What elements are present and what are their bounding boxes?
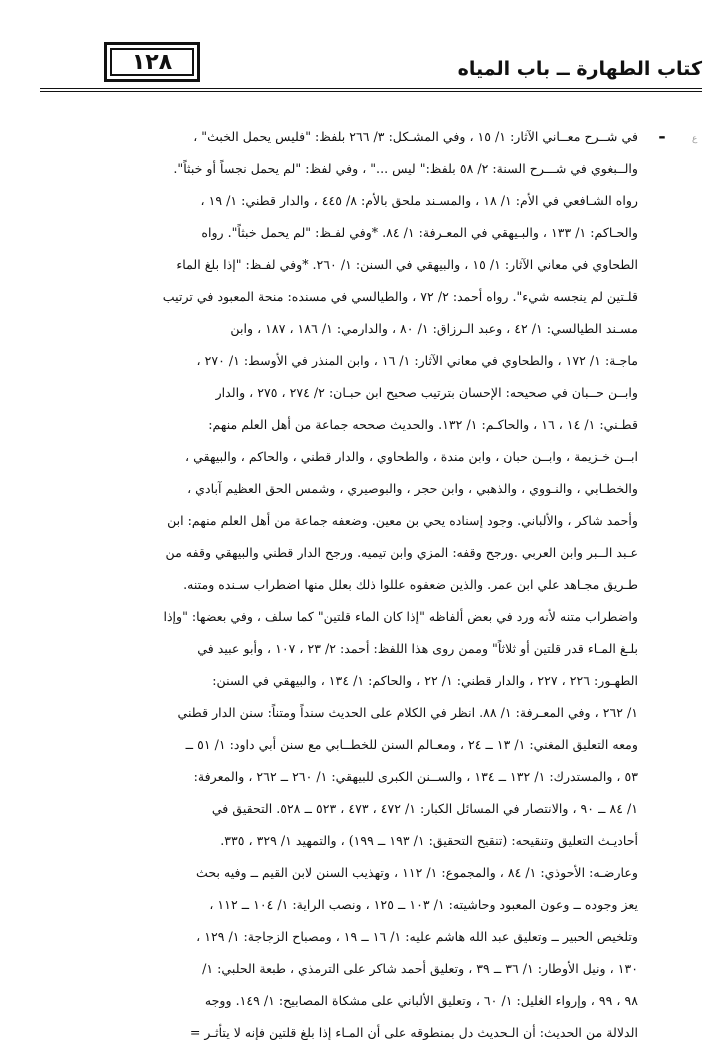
text-line: رواه الشـافعي في الأم: ١/ ١٨ ، والمسـند ملحق بالأم: ٨/ ٤٤٥ ، والدار قطني: ١/ ١٩ ، <box>200 193 638 208</box>
text-line: ومعه التعليق المغني: ١/ ١٣ ــ ٢٤ ، ومعـالم السنن للخطــابي مع سنن أبي داود: ١/ ٥١ ــ <box>185 737 638 752</box>
text-line: أحاديـث التعليق وتنقيحه: (تنقيح التحقيق: ١/ ١٩٣ ــ ١٩٩) ، والتمهيد ١/ ٣٢٩ ، ٣٣٥. <box>220 833 638 848</box>
text-line: قطـني: ١/ ١٤ ، ١٦ ، والحاكـم: ١/ ١٣٢. والحديث صححه جماعة من أهل العلم منهم: <box>208 417 638 432</box>
page-number-box <box>104 42 200 82</box>
text-line: الطحاوي في معاني الآثار: ١/ ١٥ ، والبيهقي في السنن: ١/ ٢٦٠. *وفي لفـظ: "إذا بلغ الماء <box>176 257 638 272</box>
text-line: والحـاكم: ١/ ١٣٣ ، والبـيهقي في المعـرفة: ١/ ٨٤. *وفي لفـظ: "لم يحمل خبثاً". رواه <box>201 225 638 240</box>
text-line: وتلخيص الحبير ــ وتعليق عبد الله هاشم عليه: ١/ ١٦ ــ ١٩ ، ومصباح الزجاجة: ١/ ١٢٩ ، <box>196 929 638 944</box>
footnote-body <box>40 121 638 1049</box>
header-rule <box>40 88 702 92</box>
footnote-dash: - <box>658 126 666 147</box>
text-line: ٩٨ ، ٩٩ ، وإرواء الغليل: ١/ ٦٠ ، وتعليق الألباني على مشكاة المصابيح: ١/ ١٤٩. ووجه <box>204 993 638 1008</box>
text-line: والخطـابي ، والنـووي ، والذهبي ، وابن حجر ، والبوصيري ، وشمس الحق العظيم آبادي ، <box>187 481 638 496</box>
page-header <box>40 42 702 94</box>
text-line: طـريق مجـاهد علي ابن عمر. والذين ضعفوه عللوا ذلك بعلل منها اضطراب سـنده ومتنه. <box>183 577 638 592</box>
text-line: ١٣٠ ، ونيل الأوطار: ١/ ٣٦ ــ ٣٩ ، وتعليق أحمد شاكر على الترمذي ، طبعة الحلبي: ١/ <box>202 961 638 976</box>
margin-annotation: ع <box>692 134 698 144</box>
text-line: في شــرح معــاني الآثار: ١/ ١٥ ، وفي المشـكل: ٣/ ٢٦٦ بلفظ: "فليس يحمل الخبث" ، <box>193 129 638 144</box>
page-number: ١٢٨ <box>131 49 173 75</box>
text-line: وعارضـه: الأحوذي: ١/ ٨٤ ، والمجموع: ١/ ١١٢ ، وتهذيب السنن لابن القيم ــ وفيه بحث <box>195 865 638 880</box>
text-line: عـبد الــبر وابن العربي .ورجح وقفه: المزي وابن تيميه. ورجح الدار قطني والبيهقي وقفه من <box>165 545 638 560</box>
text-line: ابــن خـزيمة ، وابــن حبان ، وابن مندة ، والطحاوي ، والدار قطني ، والحاكم ، والبيهقي ، <box>185 449 638 464</box>
text-line: ١/ ٨٤ ــ ٩٠ ، والانتصار في المسائل الكبار: ١/ ٤٧٢ ، ٤٧٣ ، ٥٢٣ ــ ٥٢٨. التحقيق في <box>211 801 638 816</box>
text-line: ٥٣ ، والمستدرك: ١/ ١٣٢ ــ ١٣٤ ، والســنن الكبرى للبيهقي: ١/ ٢٦٠ ــ ٢٦٢ ، والمعرفة: <box>193 769 638 784</box>
text-line: واضطراب متنه لأنه ورد في بعض ألفاظه "إذا كان الماء قلتين" كما سلف ، وفي بعضها: "وإذا <box>163 609 638 624</box>
running-title: كتاب الطهارة ــ باب المياه <box>457 58 702 80</box>
text-line: يعز وجوده ــ وعون المعبود وحاشيته: ١/ ١٠٣ ــ ١٢٥ ، ونصب الراية: ١/ ١٠٤ ــ ١١٢ ، <box>209 897 638 912</box>
text-line: قلـتين لم ينجسه شيء". رواه أحمد: ٢/ ٧٢ ، والطيالسي في مسنده: منحة المعبود في ترتيب <box>162 289 638 304</box>
text-line: وأحمد شاكر ، والألباني. وجود إسناده يحي بن معين. وضعفه جماعة من أهل العلم منهم: ابن <box>167 513 638 528</box>
text-line: الطهـور: ٢٢٦ ، ٢٢٧ ، والدار قطني: ١/ ٢٢ ، والحاكم: ١/ ١٣٤ ، والبيهقي في السنن: <box>212 673 638 688</box>
text-line: وابــن حــبان في صحيحه: الإحسان بترتيب صحيح ابن حبـان: ٢/ ٢٧٤ ، ٢٧٥ ، والدار <box>215 385 638 400</box>
text-line: بلـغ المـاء قدر قلتين أو ثلاثاً" وممن روى هذا اللفظ: أحمد: ٢/ ٢٣ ، ١٠٧ ، وأبو عبيد في <box>197 641 638 656</box>
text-line: ماجـة: ١/ ١٧٢ ، والطحاوي في معاني الآثار: ١/ ١٦ ، وابن المنذر في الأوسط: ١/ ٢٧٠ ، <box>196 353 638 368</box>
text-line: مسـند الطيالسي: ١/ ٤٢ ، وعبد الـرزاق: ١/ ٨٠ ، والدارمي: ١/ ١٨٦ ، ١٨٧ ، وابن <box>230 321 638 336</box>
text-line: والــبغوي في شـــرح السنة: ٢/ ٥٨ بلفظ:" ليس ..." ، وفي لفظ: "لم يحمل نجساً أو خبثاً". <box>173 161 638 176</box>
text-line: الدلالة من الحديث: أن الـحديث دل بمنطوقه على أن المـاء إذا بلغ قلتين فإنه لا يتأثـر = <box>189 1025 638 1040</box>
text-line: ١/ ٢٦٢ ، وفي المعـرفة: ١/ ٨٨. انظر في الكلام على الحديث سنداً ومتناً: سنن الدار قطني <box>177 705 638 720</box>
